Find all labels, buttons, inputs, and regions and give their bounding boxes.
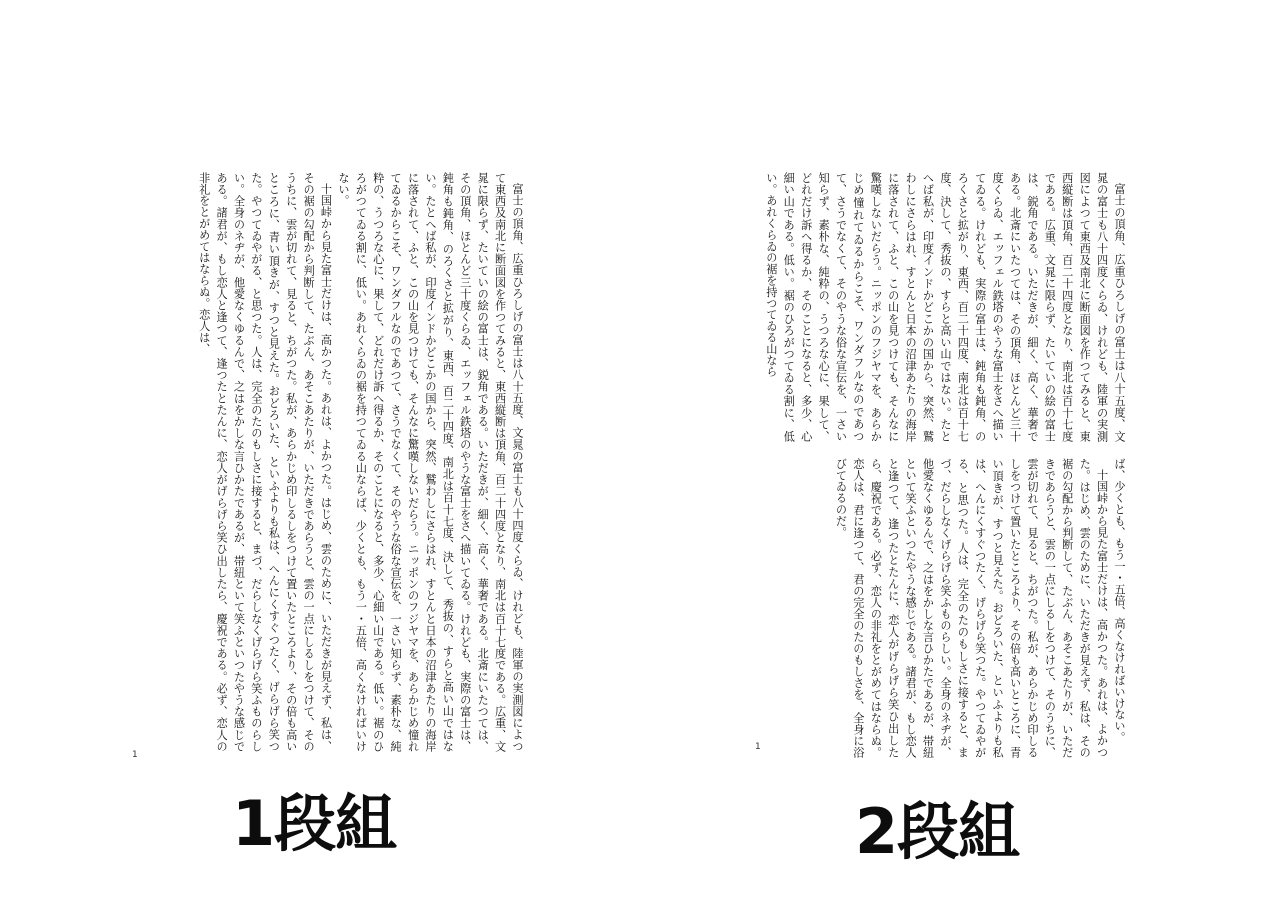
two-column-caption: 2段組 — [855, 795, 1020, 868]
paragraph: 十国峠から見た富士だけは、高かつた。あれは、よかつた。はじめ、雲のために、いただきが見えず、私は、その裾の勾配から判断して、たぶん、あそこあたりが、いただきであらうと、雲の一点にしるしをつけて、そのうちに、雲が切れて、見ると、ちがつた。私が、あらかじめ印しるしをつけて置いたところより、その倍も高いところに、青い頂きが、すつと見えた。おどろいた、といふよりも私は、へんにくすぐつたく、げらげら笑つた。やつてゐやがる、と思つた。人は、完全のたのもしさに接すると、まづ、だらしなくげらげら笑ふものらしい。全身のネヂが、他愛なくゆるんで、之はをかしな言ひかたであるが、帯紐といて笑ふといつたやうな感じである。諸君が、もし恋人と逢つて、逢つたとたんに、恋人がげらげら笑ひ出したら、慶祝である。必ず、恋人の非礼をとがめてはならぬ。恋人は、 — [197, 172, 333, 752]
paragraph: 富士の頂角、広重ひろしげの富士は八十五度、文晁の富士も八十四度くらゐ、けれども、陸軍の実測図によつて東西及南北に断面図を作つてみると、東西縦断は頂角、百二十四度となり、南北は百十七度である。広重、文晁に限らず、たいていの絵の富士は、鋭角である。いただきが、細く、高く、華奢である。北斎にいたつては、その頂角、ほとんど三十度くらゐ、エッフェル鉄塔のやうな富士をさへ描いてゐる。けれども、実際の富士は、鈍角も鈍角、のろくさと拡がり、東西、百二十四度、南北は百十七度、決して、秀抜の、すらと高い山ではない。たとへば私が、印度インドかどこかの国から、突然、鷲わしにさらはれ、すとんと日本の沼津あたりの海岸に落されて、ふと、この山を見つけても、そんなに驚嘆しないだらう。ニッポンのフジヤマを、あらかじめ憧れてゐるからこそ、ワンダフルなのであつて、さうでなくて、そのやうな俗な宣伝を、一さい知らず、素朴な、純粋の、うつろな心に、果して、どれだけ訴へ得るか、そのことになると、多少、心細い山である。低い。裾のひろがつてゐる割に、低い。あれくらゐの裾を持つてゐる山ならば、少くとも、もう一・五倍、高くなければいけない。 — [336, 172, 524, 752]
one-column-caption: 1段組 — [232, 787, 397, 860]
lower-column-text-block — [758, 458, 1128, 758]
paragraph: 十国峠から見た富士だけは、高かつた。あれは、よかつた。はじめ、雲のために、いただきが見えず、私は、その裾の勾配から判断して、たぶん、あそこあたりが、いただきであらうと、雲の一点にしるしをつけて、そのうちに、雲が切れて、見ると、ちがつた。私が、あらかじめ印しるしをつけて置いたところより、その倍も高いところに、青い頂きが、すつと見えた。おどろいた、といふよりも私は、へんにくすぐつたく、げらげら笑つた。やつてゐやがる、と思つた。人は、完全のたのもしさに接すると、まづ、だらしなくげらげら笑ふものらしい。全身のネヂが、他愛なくゆるんで、之はをかしな言ひかたであるが、帯紐といて笑ふといつたやうな感じである。諸君が、もし恋人と逢つて、逢つたとたんに、恋人がげらげら笑ひ出したら、慶祝である。必ず、恋人の非礼をとがめてはならぬ。恋人は、君に逢つて、君の完全のたのもしさを、全身に浴びてゐるのだ。 — [834, 458, 1109, 758]
page-number: 1 — [755, 742, 761, 752]
two-column-page — [740, 150, 1140, 770]
paragraph: ば、少くとも、もう一・五倍、高くなければいけない。 — [1113, 458, 1126, 743]
one-column-text-block — [116, 172, 526, 752]
paragraph: 富士の頂角、広重ひろしげの富士は八十五度、文晁の富士も八十四度くらゐ、けれども、陸軍の実測図によつて東西及南北に断面図を作つてみると、東西縦断は頂角、百二十四度となり、南北は百十七度である。広重、文晁に限らず、たいていの絵の富士は、鋭角である。いただきが、細く、高く、華奢である。北斎にいたつては、その頂角、ほとんど三十度くらゐ、エッフェル鉄塔のやうな富士をさへ描いてゐる。けれども、実際の富士は、鈍角も鈍角、のろくさと拡がり、東西、百二十四度、南北は百十七度、決して、秀抜の、すらと高い山ではない。たとへば私が、印度インドかどこかの国から、突然、鷲わしにさらはれ、すとんと日本の沼津あたりの海岸に落されて、ふと、この山を見つけても、そんなに驚嘆しないだらう。ニッポンのフジヤマを、あらかじめ憧れてゐるからこそ、ワンダフルなのであつて、さうでなくて、そのやうな俗な宣伝を、一さい知らず、素朴な、純粋の、うつろな心に、果して、どれだけ訴へ得るか、そのことになると、多少、心細い山である。低い。裾のひろがつてゐる割に、低い。あれくらゐの裾を持つてゐる山なら — [764, 172, 1126, 442]
upper-column-text-block — [758, 172, 1128, 442]
one-column-page — [100, 150, 530, 770]
page-number: 1 — [132, 750, 138, 760]
